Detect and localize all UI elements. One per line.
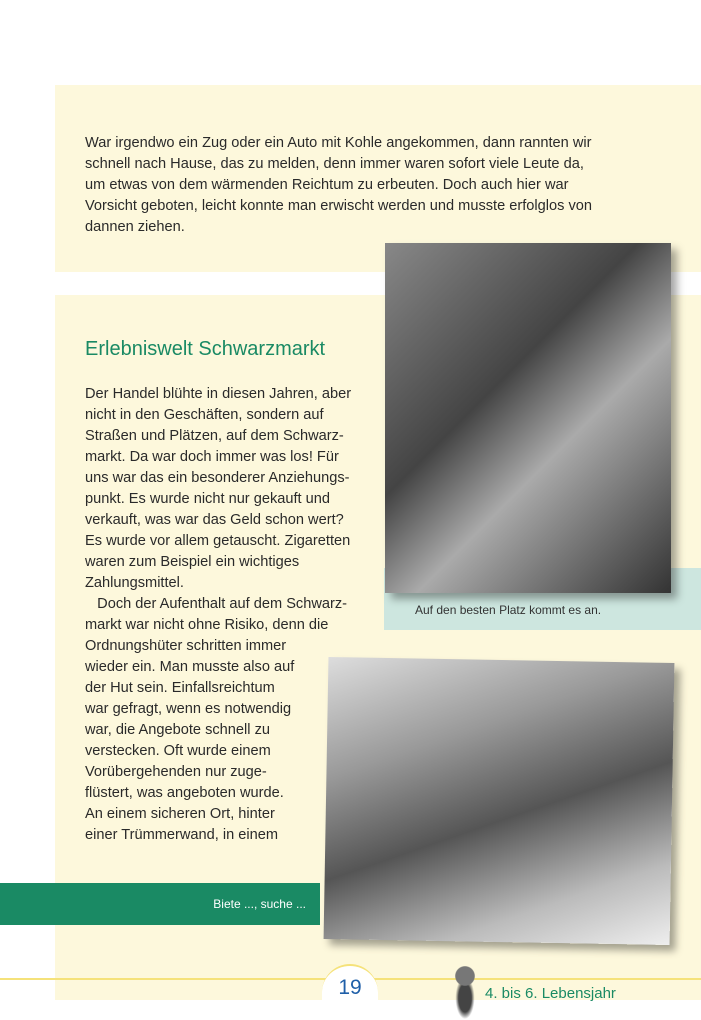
text-line: schnell nach Hause, das zu melden, denn immer waren sofort viele Leute da, — [85, 156, 584, 172]
section-text — [85, 384, 351, 846]
page-number: 19 — [338, 976, 362, 999]
intro-text — [85, 133, 592, 238]
text-line: Straßen und Plätzen, auf dem Schwarz- — [85, 428, 344, 444]
text-line: der Hut sein. Einfallsreichtum — [85, 680, 275, 696]
text-line: war gefragt, wenn es notwendig — [85, 701, 292, 717]
text-line: einer Trümmerwand, in einem — [85, 827, 279, 843]
photo-street-traders — [324, 657, 675, 945]
photo-caption-2: Biete ..., suche ... — [213, 897, 306, 911]
text-line: flüstert, was angeboten wurde. — [85, 785, 284, 801]
text-line: Zahlungsmittel. — [85, 575, 184, 591]
photo-caption-1: Auf den besten Platz kommt es an. — [415, 603, 602, 617]
text-line: waren zum Beispiel ein wichtiges — [85, 554, 300, 570]
child-on-tricycle-icon — [450, 965, 480, 1020]
text-line: war, die Angebote schnell zu — [85, 722, 270, 738]
text-line: Ordnungshüter schritten immer — [85, 638, 287, 654]
caption-bar-2 — [0, 883, 320, 925]
text-line: dannen ziehen. — [85, 219, 185, 235]
text-line: Doch der Aufenthalt auf dem Schwarz- — [85, 596, 348, 612]
text-line: Vorübergehenden nur zuge- — [85, 764, 267, 780]
photo-black-market-suitcase — [385, 243, 671, 593]
text-line: Der Handel blühte in diesen Jahren, aber — [85, 386, 352, 402]
chapter-label: 4. bis 6. Lebensjahr — [485, 985, 616, 1002]
text-line: verstecken. Oft wurde einem — [85, 743, 271, 759]
text-line: nicht in den Geschäften, sondern auf — [85, 407, 324, 423]
text-line: markt. Da war doch immer was los! Für — [85, 449, 339, 465]
text-line: markt war nicht ohne Risiko, denn die — [85, 617, 329, 633]
text-line: punkt. Es wurde nicht nur gekauft und — [85, 491, 331, 507]
text-line: uns war das ein besonderer Anziehungs- — [85, 470, 350, 486]
text-line: Es wurde vor allem getauscht. Zigaretten — [85, 533, 351, 549]
text-line: War irgendwo ein Zug oder ein Auto mit Kohle angekommen, dann rannten wir — [85, 135, 592, 151]
text-line: wieder ein. Man musste also auf — [85, 659, 295, 675]
text-line: verkauft, was war das Geld schon wert? — [85, 512, 344, 528]
text-line: um etwas von dem wärmenden Reichtum zu erbeuten. Doch auch hier war — [85, 177, 569, 193]
text-line: Vorsicht geboten, leicht konnte man erwischt werden und musste erfolglos von — [85, 198, 593, 214]
text-line: An einem sicheren Ort, hinter — [85, 806, 275, 822]
section-title: Erlebniswelt Schwarzmarkt — [85, 338, 326, 360]
